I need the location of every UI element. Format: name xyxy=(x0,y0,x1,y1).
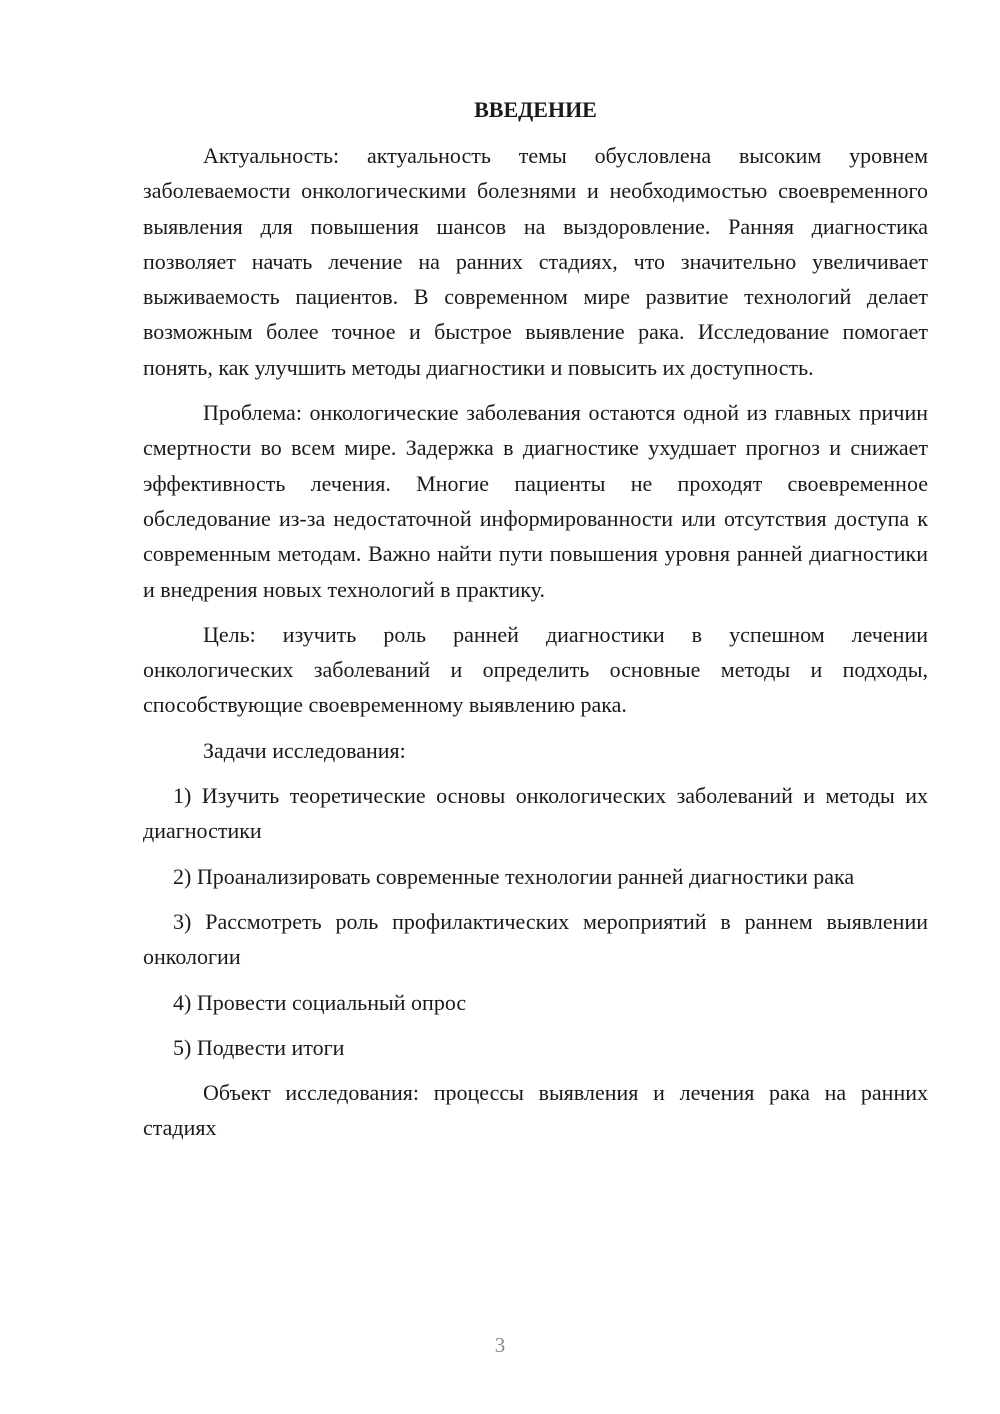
task-item: 5) Подвести итоги xyxy=(173,1034,345,1060)
paragraph-goal: Цель: изучить роль ранней диагностики в успешном лечении онкологических заболеваний и определить основные методы и подходы, способствующие своевременному выявлению рака. xyxy=(143,621,928,718)
task-item: 2) Проанализировать современные технологии ранней диагностики рака xyxy=(173,863,855,889)
page-number: 3 xyxy=(494,1333,506,1357)
paragraph-relevance: Актуальность: актуальность темы обусловлена высоким уровнем заболеваемости онкологическими болезнями и необходимостью своевременного выявления для повышения шансов на выздоровление. Ранняя диагностика позволяет начать лечение на ранних стадиях, что значительно увеличивает выживаемость пациентов. В современном мире развитие технологий делает возможным более точное и быстрое выявление рака. Исследование помогает понять, как улучшить методы диагностики и повысить их доступность. xyxy=(143,143,928,380)
task-item: 1) Изучить теоретические основы онкологических заболеваний и методы их диагностики xyxy=(143,783,928,844)
task-item: 4) Провести социальный опрос xyxy=(173,989,467,1015)
paragraph-problem: Проблема: онкологические заболевания остаются одной из главных причин смертности во всем мире. Задержка в диагностике ухудшает прогноз и снижает эффективность лечения. Многие пациенты не проходят своевременное обследование из-за недостаточной информированности или отсутствия доступа к современным методам. Важно найти пути повышения уровня ранней диагностики и внедрения новых технологий в практику. xyxy=(143,400,928,602)
task-item: 3) Рассмотреть роль профилактических мероприятий в раннем выявлении онкологии xyxy=(143,908,928,970)
document-body xyxy=(143,92,928,1156)
paragraph-object: Объект исследования: процессы выявления и лечения рака на ранних стадиях xyxy=(143,1080,928,1141)
tasks-heading: Задачи исследования: xyxy=(203,737,406,763)
section-title: ВВЕДЕНИЕ xyxy=(474,97,597,122)
